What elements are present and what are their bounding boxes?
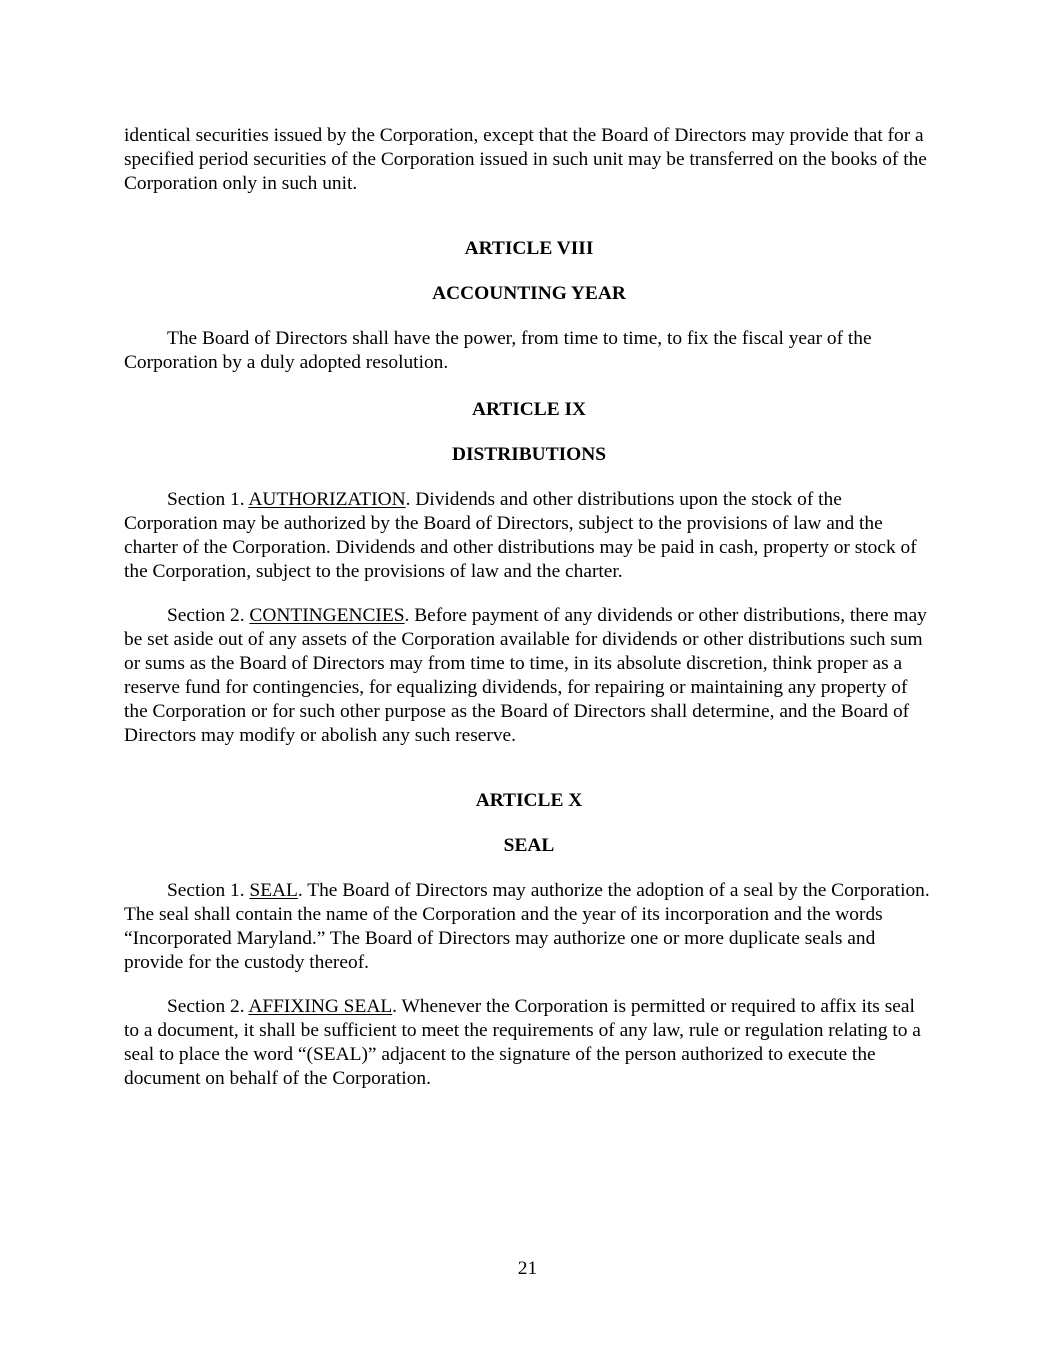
article-x-heading: ARTICLE X [475,790,583,811]
section-prefix: Section 2. [167,605,250,626]
document-page [124,124,934,1091]
article-x-section-1 [124,879,934,975]
section-text: . Whenever the Corporation is permitted or required to affix its seal to a document, it shall be sufficient to meet the requirements of any law, rule or regulation relating to a seal to place the word “(SEAL)” adjacent to the signature of the person authorized to execute the document on behalf of the Corporation. [124,996,921,1089]
page-number: 21 [517,1258,538,1279]
section-prefix: Section 1. [167,489,249,510]
article-ix-title: DISTRIBUTIONS [451,444,607,465]
continuation-paragraph: identical securities issued by the Corporation, except that the Board of Directors may provide that for a specified period securities of the Corporation issued in such unit may be transferred on the books of the Corporation only in such unit. [124,125,927,194]
section-caption-seal: SEAL [249,880,298,901]
section-prefix: Section 2. [167,996,249,1017]
article-viii-heading: ARTICLE VIII [464,238,594,259]
section-caption-authorization: AUTHORIZATION [248,489,406,510]
article-ix-heading: ARTICLE IX [471,399,587,420]
section-text: . Before payment of any dividends or other distributions, there may be set aside out of any assets of the Corporation available for dividends or other distributions such sum or sums as the Board of Directors may from time to time, in its absolute discretion, think proper as a reserve fund for contingencies, for equalizing dividends, for repairing or maintaining any property of the Corporation or for such other purpose as the Board of Directors shall determine, and the Board of Directors may modify or abolish any such reserve. [124,605,927,746]
article-viii-body: The Board of Directors shall have the power, from time to time, to fix the fiscal year of the Corporation by a duly adopted resolution. [124,328,872,373]
section-text: . The Board of Directors may authorize the adoption of a seal by the Corporation. The seal shall contain the name of the Corporation and the year of its incorporation and the words “Incorporated Maryland.” The Board of Directors may authorize one or more duplicate seals and provide for the custody thereof. [124,880,930,973]
section-caption-contingencies: CONTINGENCIES [249,605,405,626]
article-x-section-2 [124,995,934,1091]
article-x-title: SEAL [503,835,555,856]
section-caption-affixing-seal: AFFIXING SEAL [248,996,393,1017]
article-ix-section-2 [124,604,934,748]
article-viii-title: ACCOUNTING YEAR [432,283,626,304]
section-prefix: Section 1. [167,880,250,901]
article-ix-section-1 [124,488,934,584]
section-text: . Dividends and other distributions upon the stock of the Corporation may be authorized by the Board of Directors, subject to the provisions of law and the charter of the Corporation. Dividends and other distributions may be paid in cash, property or stock of the Corporation, subject to the provisions of law and the charter. [124,489,917,582]
